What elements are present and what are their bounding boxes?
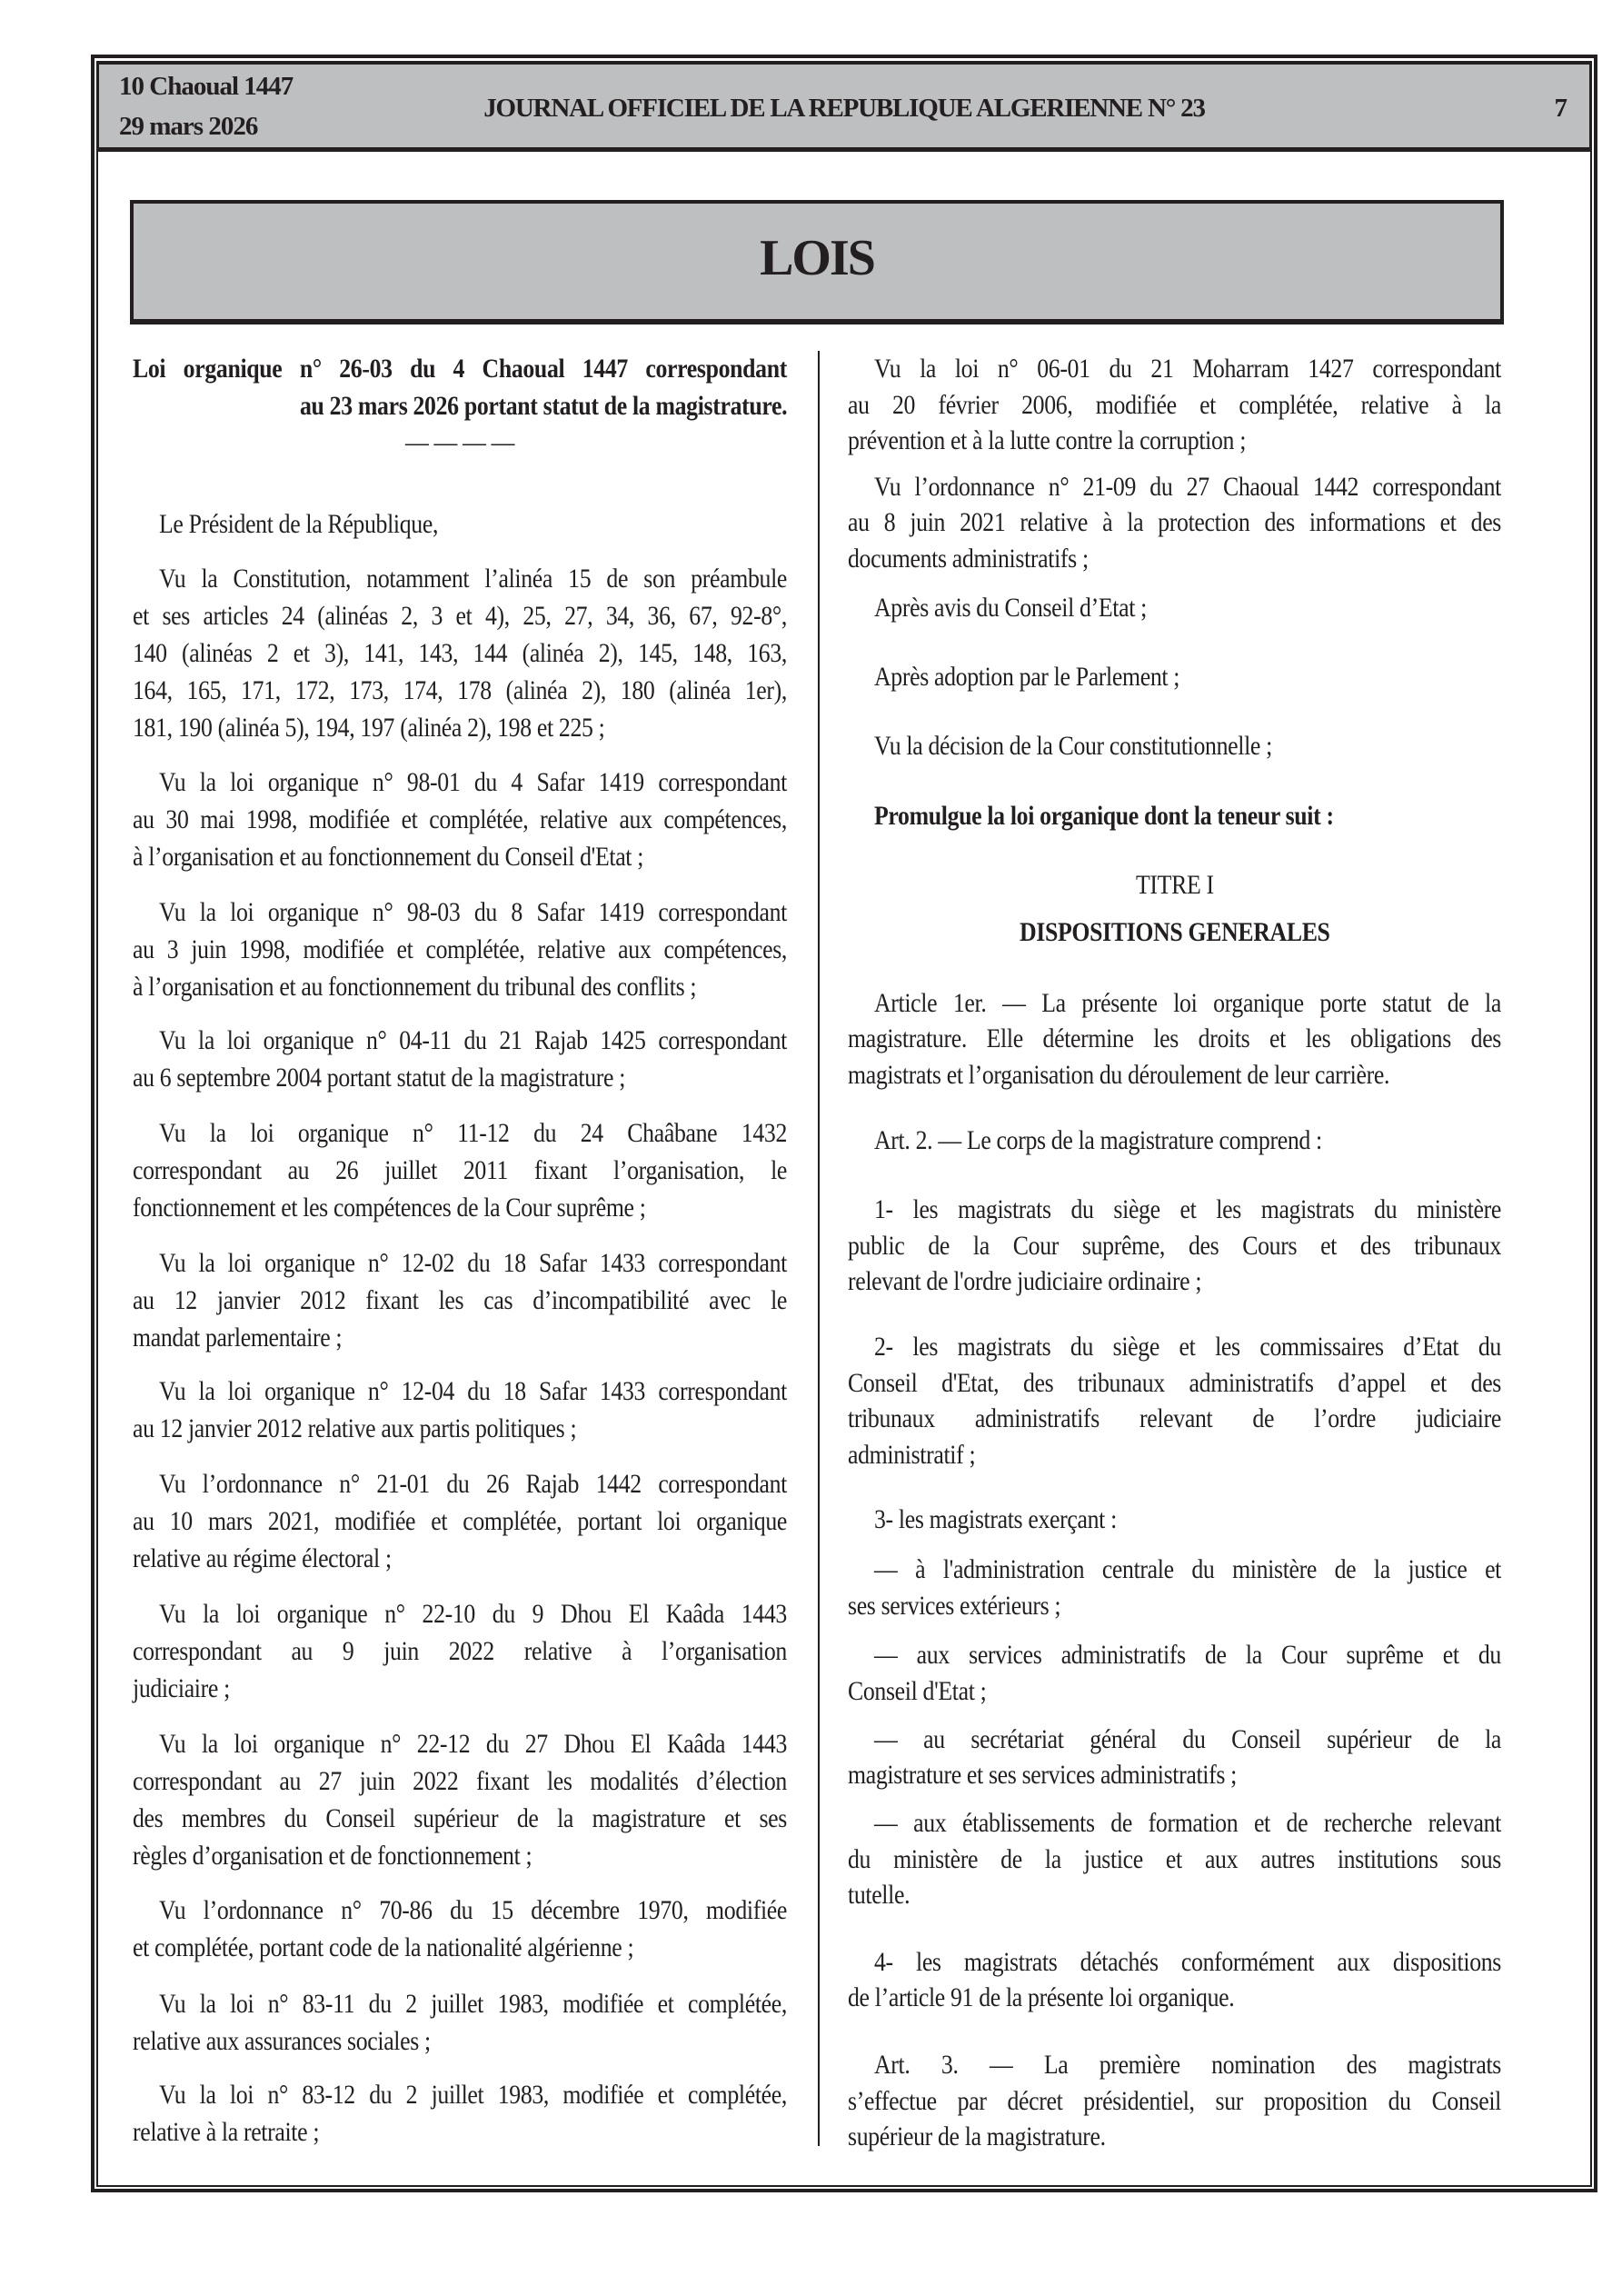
page-number: 7	[1554, 94, 1567, 123]
law-title	[133, 350, 787, 424]
journal-title: JOURNAL OFFICIEL DE LA REPUBLIQUE ALGERIENNE N° 23	[483, 94, 1205, 123]
gregorian-date: 29 mars 2026	[119, 112, 258, 141]
text-line	[848, 1228, 1501, 1264]
text-line-content: — aux services administratifs de la Cour suprême et du	[874, 1640, 1502, 1671]
text-line-content: au 8 juin 2021 relative à la protection des informations et des	[848, 507, 1502, 538]
text-line-content: — aux établissements de formation et de recherche relevant	[874, 1808, 1502, 1839]
text-line	[133, 424, 787, 461]
text-line-content: Vu la loi organique n° 22-12 du 27 Dhou El Kaâda 1443	[159, 1728, 787, 1759]
text-line-content: TITRE I	[1135, 870, 1214, 901]
text-line	[848, 387, 1501, 424]
text-line	[848, 1877, 1501, 1913]
text-line	[133, 1189, 787, 1226]
text-line	[133, 1465, 787, 1502]
text-line	[133, 1632, 787, 1670]
visa	[848, 728, 1501, 764]
text-line	[133, 672, 787, 709]
separator	[133, 424, 787, 461]
text-line-content: 164, 165, 171, 172, 173, 174, 178 (alinéa 2), 180 (alinéa 1er),	[133, 674, 787, 705]
text-line	[848, 1757, 1501, 1793]
text-line	[133, 1114, 787, 1152]
text-line-content: Art. 3. — La première nomination des magistrats	[874, 2050, 1502, 2081]
text-line	[133, 1929, 787, 1966]
text-line	[133, 1282, 787, 1319]
visa	[133, 764, 787, 875]
text-line	[133, 1892, 787, 1929]
text-line	[848, 659, 1501, 695]
text-line-content: au 12 janvier 2012 fixant les cas d’incompatibilité avec le	[133, 1284, 788, 1315]
text-line	[133, 1059, 787, 1096]
text-line-content: au 3 juin 1998, modifiée et complétée, relative aux compétences,	[133, 933, 788, 964]
text-line-content: et ses articles 24 (alinéas 2, 3 et 4), 25, 27, 34, 36, 67, 92-8°,	[133, 600, 787, 631]
text-line	[133, 1373, 787, 1410]
text-line-content: Vu la loi organique n° 11-12 du 24 Chaâbane 1432	[159, 1117, 788, 1148]
text-line-content: Vu la loi organique n° 98-03 du 8 Safar 1419 correspondant	[159, 896, 787, 927]
text-line-content: correspondant au 9 juin 2022 relative à l’organisation	[133, 1636, 787, 1667]
title-name	[848, 914, 1501, 951]
text-line	[848, 867, 1501, 903]
text-line	[133, 1985, 787, 2022]
text-line	[133, 634, 787, 672]
section-title: LOIS	[760, 230, 874, 286]
visa	[848, 590, 1501, 626]
text-line-content: correspondant au 27 juin 2022 fixant les modalités d’élection	[133, 1765, 787, 1796]
text-line-content: — à l'administration centrale du ministère de la justice et	[874, 1554, 1502, 1585]
text-line-content: et complétée, portant code de la nationalité algérienne ;	[133, 1932, 634, 1963]
text-line-content: ses services extérieurs ;	[848, 1590, 1061, 1621]
visa	[848, 469, 1501, 577]
text-line-content: au 30 mai 1998, modifiée et complétée, relative aux compétences,	[133, 804, 787, 834]
text-line	[133, 505, 787, 543]
text-line-content: public de la Cour suprême, des Cours et des tribunaux	[848, 1230, 1502, 1261]
visa	[133, 1985, 787, 2060]
text-line	[848, 1805, 1501, 1842]
text-line	[133, 1595, 787, 1632]
text-line-content: DISPOSITIONS GENERALES	[1019, 916, 1330, 947]
text-line	[133, 764, 787, 801]
text-line-content: des membres du Conseil supérieur de la magistrature et ses	[133, 1802, 787, 1833]
text-line	[848, 1021, 1501, 1057]
text-line	[848, 2047, 1501, 2083]
preamble-opening	[133, 505, 787, 543]
text-line-content: judiciaire ;	[133, 1673, 230, 1704]
text-line	[848, 1842, 1501, 1878]
text-line-content: au 12 janvier 2012 relative aux partis politiques ;	[133, 1413, 577, 1443]
text-line	[133, 893, 787, 931]
text-line	[133, 2113, 787, 2151]
visa	[133, 1595, 787, 1707]
article-subitem	[848, 1637, 1501, 1709]
text-line	[133, 2076, 787, 2113]
text-line	[848, 1192, 1501, 1228]
title-heading	[848, 867, 1501, 903]
text-line-content: supérieur de la magistrature.	[848, 2121, 1106, 2152]
text-line-content: Conseil d'Etat ;	[848, 1675, 987, 1706]
text-line-content: Promulgue la loi organique dont la teneur suit :	[874, 800, 1334, 831]
text-line	[133, 1152, 787, 1189]
visa	[133, 1892, 787, 1966]
text-line	[133, 1725, 787, 1762]
visa	[133, 560, 787, 746]
text-line	[848, 1502, 1501, 1538]
text-line-content: mandat parlementaire ;	[133, 1322, 343, 1353]
text-line-content: Vu la loi organique n° 12-02 du 18 Safar 1433 correspondant	[159, 1247, 788, 1278]
text-line-content: Vu la loi organique n° 98-01 du 4 Safar 1419 correspondant	[159, 766, 787, 797]
text-line	[848, 1365, 1501, 1402]
text-line-content: Loi organique n° 26-03 du 4 Chaoual 1447 correspondant	[133, 354, 787, 384]
visa	[848, 659, 1501, 695]
text-line-content: Vu l’ordonnance n° 70-86 du 15 décembre 1970, modifiée	[159, 1895, 787, 1926]
text-line-content: Vu la loi organique n° 22-10 du 9 Dhou El Kaâda 1443	[159, 1599, 787, 1630]
text-line-content: Vu l’ordonnance n° 21-09 du 27 Chaoual 1442 correspondant	[874, 471, 1502, 502]
text-line	[848, 1329, 1501, 1365]
text-line	[133, 597, 787, 634]
text-line-content: magistrats et l’organisation du déroulement de leur carrière.	[848, 1059, 1390, 1090]
article-item	[848, 1944, 1501, 2016]
text-line	[133, 2022, 787, 2060]
text-line-content: relevant de l'ordre judiciaire ordinaire ;	[848, 1266, 1202, 1297]
article-subitem	[848, 1552, 1501, 1623]
text-line	[848, 351, 1501, 387]
visa	[848, 351, 1501, 459]
text-line-content: Article 1er. — La présente loi organique porte statut de la	[874, 987, 1502, 1018]
text-line-content: documents administratifs ;	[848, 543, 1089, 574]
text-line-content: s’effectue par décret présidentiel, sur proposition du Conseil	[848, 2085, 1502, 2116]
text-line	[848, 1588, 1501, 1624]
text-line	[133, 1540, 787, 1577]
text-line	[848, 914, 1501, 951]
text-line-content: prévention et à la lutte contre la corruption ;	[848, 425, 1247, 455]
text-line-content: Conseil d'Etat, des tribunaux administratifs d’appel et des	[848, 1367, 1502, 1398]
text-line	[133, 838, 787, 875]
text-line	[133, 968, 787, 1005]
article-1	[848, 985, 1501, 1093]
text-line	[848, 1552, 1501, 1588]
text-line	[133, 801, 787, 838]
text-line-content: Vu la Constitution, notamment l’alinéa 15 de son préambule	[159, 563, 787, 594]
text-line	[848, 590, 1501, 626]
text-line	[848, 423, 1501, 459]
visa	[133, 1114, 787, 1226]
article-item	[848, 1192, 1501, 1300]
text-line-content: fonctionnement et les compétences de la Cour suprême ;	[133, 1192, 646, 1223]
text-line-content: — au secrétariat général du Conseil supérieur de la	[874, 1723, 1502, 1754]
text-line	[848, 1944, 1501, 1981]
text-line-content: Après avis du Conseil d’Etat ;	[874, 592, 1147, 623]
text-line-content: au 20 février 2006, modifiée et complétée, relative à la	[848, 389, 1502, 420]
text-line-content: Vu la loi organique n° 12-04 du 18 Safar 1433 correspondant	[159, 1375, 788, 1406]
text-line	[133, 709, 787, 746]
text-line	[848, 1057, 1501, 1093]
text-line-content: à l’organisation et au fonctionnement du tribunal des conflits ;	[133, 971, 697, 1002]
text-line-content: Vu la loi n° 83-11 du 2 juillet 1983, modifiée et complétée,	[159, 1988, 788, 2019]
text-line-content: 181, 190 (alinéa 5), 194, 197 (alinéa 2), 198 et 225 ;	[133, 712, 605, 743]
text-line	[848, 2083, 1501, 2120]
column-divider	[818, 351, 820, 2146]
text-line	[848, 541, 1501, 577]
text-line-content: tutelle.	[848, 1880, 911, 1911]
text-line-content: 3- les magistrats exerçant :	[874, 1503, 1117, 1534]
text-line-content: Vu la loi organique n° 04-11 du 21 Rajab 1425 correspondant	[159, 1024, 787, 1055]
text-line-content: Vu la loi n° 83-12 du 2 juillet 1983, modifiée et complétée,	[159, 2080, 787, 2111]
promulgation	[848, 798, 1501, 834]
text-line	[848, 1673, 1501, 1710]
visa	[133, 893, 787, 1005]
text-line-content: magistrature et ses services administratifs ;	[848, 1760, 1238, 1791]
visa	[133, 1725, 787, 1874]
text-line	[133, 1762, 787, 1800]
text-line-content: correspondant au 26 juillet 2011 fixant l’organisation, le	[133, 1154, 788, 1185]
text-line-content: magistrature. Elle détermine les droits et les obligations des	[848, 1023, 1502, 1054]
text-line-content: relative au régime électoral ;	[133, 1543, 392, 1574]
journal-header	[96, 62, 1592, 152]
text-line	[848, 504, 1501, 541]
text-line	[133, 387, 787, 424]
article-3	[848, 2047, 1501, 2155]
text-line	[133, 1502, 787, 1540]
text-line	[133, 1410, 787, 1447]
visa	[133, 2076, 787, 2151]
text-line-content: Le Président de la République,	[159, 508, 439, 539]
text-line	[133, 1837, 787, 1874]
text-line	[133, 1022, 787, 1059]
visa	[133, 1465, 787, 1577]
text-line-content: — — — —	[404, 427, 515, 458]
article-subitem	[848, 1805, 1501, 1913]
text-line	[848, 1637, 1501, 1673]
text-line-content: Vu la loi n° 06-01 du 21 Moharram 1427 correspondant	[874, 354, 1502, 384]
article-item	[848, 1329, 1501, 1472]
visa	[133, 1244, 787, 1356]
text-line	[848, 1722, 1501, 1758]
text-line	[133, 1670, 787, 1707]
text-line	[848, 1263, 1501, 1300]
text-line	[133, 1319, 787, 1356]
visa	[133, 1373, 787, 1447]
text-line	[848, 469, 1501, 505]
text-line-content: tribunaux administratifs relevant de l’ordre judiciaire	[848, 1403, 1501, 1434]
text-line-content: au 6 septembre 2004 portant statut de la magistrature ;	[133, 1062, 626, 1093]
text-line-content: Art. 2. — Le corps de la magistrature comprend :	[874, 1124, 1322, 1155]
text-line-content: Vu la décision de la Cour constitutionnelle ;	[874, 731, 1272, 762]
hijri-date: 10 Chaoual 1447	[119, 72, 294, 101]
text-line-content: à l’organisation et au fonctionnement du Conseil d'Etat ;	[133, 841, 644, 872]
text-line	[848, 798, 1501, 834]
text-line	[133, 350, 787, 387]
article-item	[848, 1502, 1501, 1538]
text-line-content: de l’article 91 de la présente loi organique.	[848, 1982, 1235, 2013]
visa	[133, 1022, 787, 1096]
article-subitem	[848, 1722, 1501, 1793]
text-line-content: Vu l’ordonnance n° 21-01 du 26 Rajab 1442 correspondant	[159, 1469, 787, 1500]
text-line-content: au 10 mars 2021, modifiée et complétée, portant loi organique	[133, 1506, 787, 1537]
text-line	[133, 560, 787, 597]
text-line	[848, 2119, 1501, 2155]
text-line-content: 140 (alinéas 2 et 3), 141, 143, 144 (alinéa 2), 145, 148, 163,	[133, 637, 787, 668]
text-line-content: 2- les magistrats du siège et les commissaires d’Etat du	[874, 1332, 1502, 1363]
text-line-content: règles d’organisation et de fonctionnement ;	[133, 1840, 532, 1871]
text-line	[848, 728, 1501, 764]
text-line	[848, 985, 1501, 1022]
text-line	[848, 1980, 1501, 2016]
text-line	[848, 1123, 1501, 1159]
text-line-content: 4- les magistrats détachés conformément aux dispositions	[874, 1946, 1502, 1977]
text-line-content: relative à la retraite ;	[133, 2117, 320, 2148]
article-2	[848, 1123, 1501, 1159]
text-line	[133, 1800, 787, 1837]
text-line	[133, 931, 787, 968]
text-line-content: au 23 mars 2026 portant statut de la magistrature.	[299, 391, 787, 422]
text-line	[848, 1437, 1501, 1473]
text-line-content: relative aux assurances sociales ;	[133, 2025, 431, 2056]
section-title-box	[130, 200, 1504, 324]
text-line-content: 1- les magistrats du siège et les magistrats du ministère	[874, 1194, 1502, 1225]
text-line-content: du ministère de la justice et aux autres institutions sous	[848, 1843, 1502, 1874]
text-line-content: Après adoption par le Parlement ;	[874, 662, 1180, 693]
text-line	[848, 1401, 1501, 1437]
text-line-content: administratif ;	[848, 1439, 976, 1470]
text-line	[133, 1244, 787, 1282]
